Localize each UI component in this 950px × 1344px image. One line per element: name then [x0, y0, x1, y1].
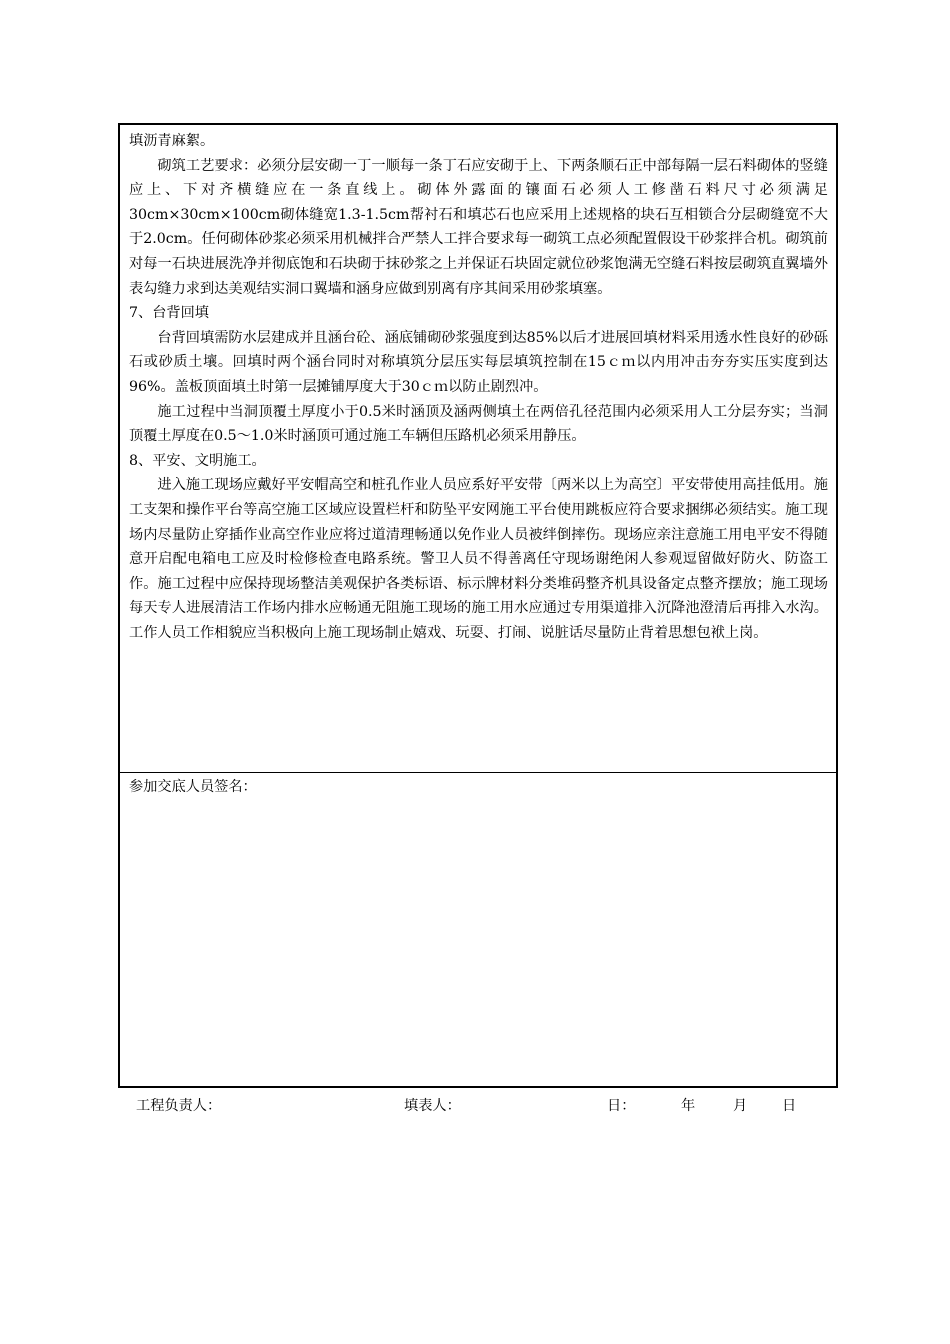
section-heading-backfill: 7、台背回填 — [129, 305, 209, 322]
section-heading-safety: 8、平安、文明施工。 — [129, 452, 266, 469]
year-label: 年 — [681, 1098, 696, 1114]
backfill-paragraph-1: 台背回填需防水层建成并且涵台砼、涵底铺砌砂浆强度到达85%以后才进展回填材料采用透水性良好的砂砾石或砂质土壤。回填时两个涵台同时对称填筑分层压实每层填筑控制在15ｃｍ以内用冲击夯夯实压实度到达96%。盖板顶面填土时第一层摊铺厚度大于30ｃｍ以防止剧烈冲。 — [129, 329, 828, 395]
masonry-requirements-paragraph: 砌筑工艺要求：必须分层安砌一丁一顺每一条丁石应安砌于上、下两条顺石正中部每隔一层石料砌体的竖缝应上、下对齐横缝应在一条直线上。砌体外露面的镶面石必须人工修凿石料尺寸必须满足30cm×30cm×100cm砌体缝宽1.3-1.5cm帮衬石和填芯石也应采用上述规格的块石互相锁合分层砌缝宽不大于2.0cm。任何砌体砂浆必须采用机械拌合严禁人工拌合要求每一砌筑工点必须配置假设干砂浆拌合机。砌筑前对每一石块进展洗净并彻底饱和石块砌于抹砂浆之上并保证石块固定就位砂浆饱满无空缝石料按层砌筑直翼墙外表勾缝力求到达美观结实洞口翼墙和涵身应做到别离有序其间采用砂浆填塞。 — [129, 157, 828, 297]
project-manager-label: 工程负责人： — [136, 1098, 222, 1114]
form-footer — [0, 1094, 950, 1118]
month-label: 月 — [733, 1098, 748, 1114]
form-filler-label: 填表人： — [404, 1098, 461, 1114]
date-label: 日： — [607, 1098, 636, 1114]
signature-cell[interactable] — [120, 773, 836, 1086]
signature-label: 参加交底人员签名： — [129, 779, 257, 795]
safety-paragraph: 进入施工现场应戴好平安帽高空和桩孔作业人员应系好平安带〔两米以上为高空〕平安带使用高挂低用。施工支架和操作平台等高空施工区域应设置栏杆和防坠平安网施工平台使用跳板应符合要求捆绑必须结实。施工现场内尽量防止穿插作业高空作业应将过道清理畅通以免作业人员被绊倒摔伤。现场应亲注意施工用电平安不得随意开启配电箱电工应及时检修检查电路系统。警卫人员不得善离任守现场谢绝闲人参观逗留做好防火、防盗工作。施工过程中应保持现场整洁美观保护各类标语、标示牌材料分类堆码整齐机具设备定点整齐摆放；施工现场每天专人进展清洁工作场内排水应畅通无阻施工现场的施工用水应通过专用渠道排入沉降池澄清后再排入水沟。工作人员工作相貌应当积极向上施工现场制止嬉戏、玩耍、打闹、说脏话尽量防止背着思想包袱上岗。 — [129, 477, 828, 641]
disclosure-form-table — [118, 123, 838, 1088]
day-label: 日 — [782, 1098, 797, 1114]
backfill-paragraph-2: 施工过程中当洞顶覆土厚度小于0.5米时涵顶及涵两侧填土在两倍孔径范围内必须采用人工分层夯实；当洞顶覆土厚度在0.5～1.0米时涵顶可通过施工车辆但压路机必须采用静压。 — [129, 403, 828, 445]
continuation-line: 填沥青麻絮。 — [129, 133, 215, 149]
disclosure-content-cell — [120, 125, 836, 773]
